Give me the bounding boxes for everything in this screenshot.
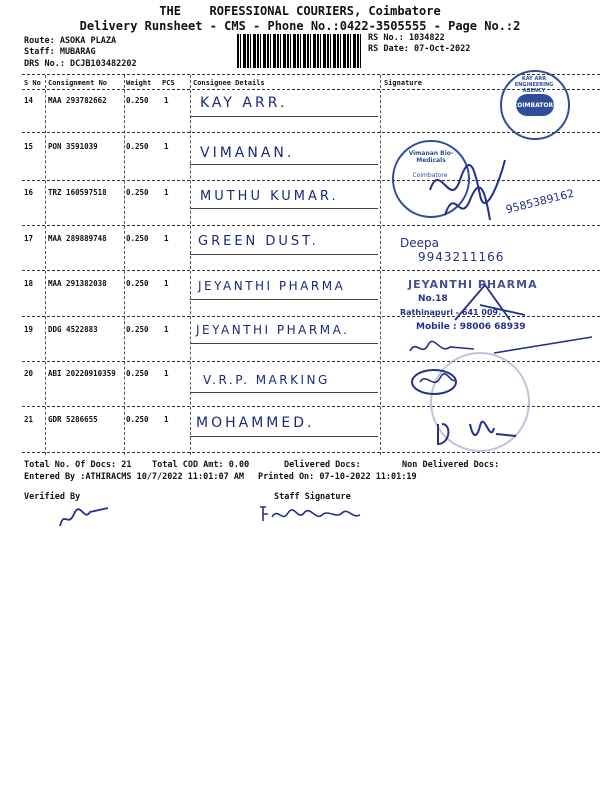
row-consignment: ABI 20220910359 <box>48 369 116 378</box>
header-line-1 <box>0 4 600 18</box>
row-pcs: 1 <box>164 96 169 105</box>
header-the: THE <box>159 4 182 18</box>
route: Route: ASOKA PLAZA <box>24 36 117 46</box>
row-weight: 0.250 <box>126 415 149 424</box>
verified-by-label: Verified By <box>24 492 81 502</box>
row-consignee: KAY ARR. <box>200 95 288 111</box>
row-weight: 0.250 <box>126 234 149 243</box>
row-rule <box>22 270 600 271</box>
drs-no: DRS No.: DCJB103482202 <box>24 59 137 69</box>
stamp18-no: No.18 <box>418 294 448 304</box>
row-underline <box>190 164 378 165</box>
row-consignment: MAA 291382038 <box>48 279 107 288</box>
row-underline <box>190 436 378 437</box>
row-consignee: VIMANAN. <box>200 145 295 161</box>
stamp2-inner-text: Coimbatore <box>412 172 448 179</box>
row-consignee: JEYANTHI PHARMA <box>198 279 346 293</box>
row-pcs: 1 <box>164 234 169 243</box>
row-consignee: MOHAMMED. <box>196 415 315 431</box>
col-signature: Signature <box>384 79 422 87</box>
row-underline <box>190 254 378 255</box>
row-rule <box>22 452 600 453</box>
kay-arr-stamp <box>500 70 570 140</box>
row-pcs: 1 <box>164 142 169 151</box>
row-rule <box>22 225 600 226</box>
col-sno: S No <box>24 79 41 87</box>
row-pcs: 1 <box>164 279 169 288</box>
row-sno: 16 <box>24 188 34 197</box>
delivered-docs: Delivered Docs: <box>284 460 361 470</box>
row-consignment: TRZ 160597518 <box>48 188 107 197</box>
row-underline <box>190 116 378 117</box>
barcode <box>237 34 363 68</box>
entered-by: Entered By :ATHIRACMS 10/7/2022 11:01:07 AM <box>24 472 245 482</box>
row-consignment: PON 3591039 <box>48 142 98 151</box>
signature-scribble <box>406 364 466 400</box>
stamp18-name: JEYANTHI PHARMA <box>408 278 538 291</box>
stamp18-place: Rathinapuri - 641 009. <box>400 308 502 317</box>
deepa-name: Deepa <box>400 236 439 250</box>
row-consignment: GDR 5286655 <box>48 415 98 424</box>
row-rule <box>22 180 600 181</box>
verifier-signature <box>54 500 114 530</box>
rs-date: RS Date: 07-Oct-2022 <box>368 44 471 54</box>
row-consignee: V.R.P. MARKING <box>203 373 330 387</box>
row-consignee: MUTHU KUMAR. <box>200 189 339 204</box>
col-weight: Weight <box>126 79 152 87</box>
row-weight: 0.250 <box>126 279 149 288</box>
header-line-2: Delivery Runsheet - CMS - Phone No.:0422-3505555 - Page No.:2 <box>79 19 521 33</box>
row-consignee: GREEN DUST. <box>198 234 319 249</box>
printed-on: Printed On: 07-10-2022 11:01:19 <box>258 472 417 482</box>
row-consignment: MAA 289889748 <box>48 234 107 243</box>
row-sno: 20 <box>24 369 34 378</box>
stamp1-inner-text: COIMBATORE <box>516 94 554 116</box>
row-pcs: 1 <box>164 325 169 334</box>
row-sno: 14 <box>24 96 34 105</box>
staff-signature-label: Staff Signature <box>274 492 351 502</box>
signature-scribble <box>440 180 500 230</box>
row-sno: 15 <box>24 142 34 151</box>
stamp2-outer-text: Vimanan Bio-Medicals <box>408 150 454 164</box>
deepa-phone: 9943211166 <box>418 250 505 264</box>
col-consignment: Consignment No <box>48 79 108 87</box>
non-delivered-docs: Non Delivered Docs: <box>402 460 500 470</box>
header-company: ROFESSIONAL COURIERS, Coimbatore <box>209 4 441 18</box>
row-consignment: MAA 293782662 <box>48 96 107 105</box>
col-pcs: PCS <box>162 79 175 87</box>
row-underline <box>190 299 378 300</box>
row-underline <box>190 208 378 209</box>
total-docs: Total No. Of Docs: 21 <box>24 460 132 470</box>
signature-scribble <box>450 280 530 330</box>
row-weight: 0.250 <box>126 142 149 151</box>
staff: Staff: MUBARAG <box>24 47 96 57</box>
row-consignment: DDG 4522883 <box>48 325 98 334</box>
row-sno: 17 <box>24 234 34 243</box>
total-cod: Total COD Amt: 0.00 <box>152 460 250 470</box>
stamp1-outer-text: KAY ARR ENGINEERING AGENCY <box>514 76 554 94</box>
phone-handwritten-1: 9585389162 <box>504 186 576 217</box>
row-pcs: 1 <box>164 369 169 378</box>
row-consignee: JEYANTHI PHARMA. <box>196 323 350 337</box>
row-underline <box>190 392 378 393</box>
row-sno: 19 <box>24 325 34 334</box>
row-weight: 0.250 <box>126 325 149 334</box>
stamp18-mobile: Mobile : 98006 68939 <box>416 322 526 332</box>
row-weight: 0.250 <box>126 369 149 378</box>
row-sno: 18 <box>24 279 34 288</box>
staff-signature <box>256 503 366 527</box>
rs-no: RS No.: 1034822 <box>368 33 445 43</box>
row-sno: 21 <box>24 415 34 424</box>
col-consignee: Consignee Details <box>193 79 265 87</box>
row-weight: 0.250 <box>126 188 149 197</box>
row-pcs: 1 <box>164 188 169 197</box>
row-weight: 0.250 <box>126 96 149 105</box>
row-pcs: 1 <box>164 415 169 424</box>
row-underline <box>190 343 378 344</box>
signature-scribble <box>430 414 520 450</box>
